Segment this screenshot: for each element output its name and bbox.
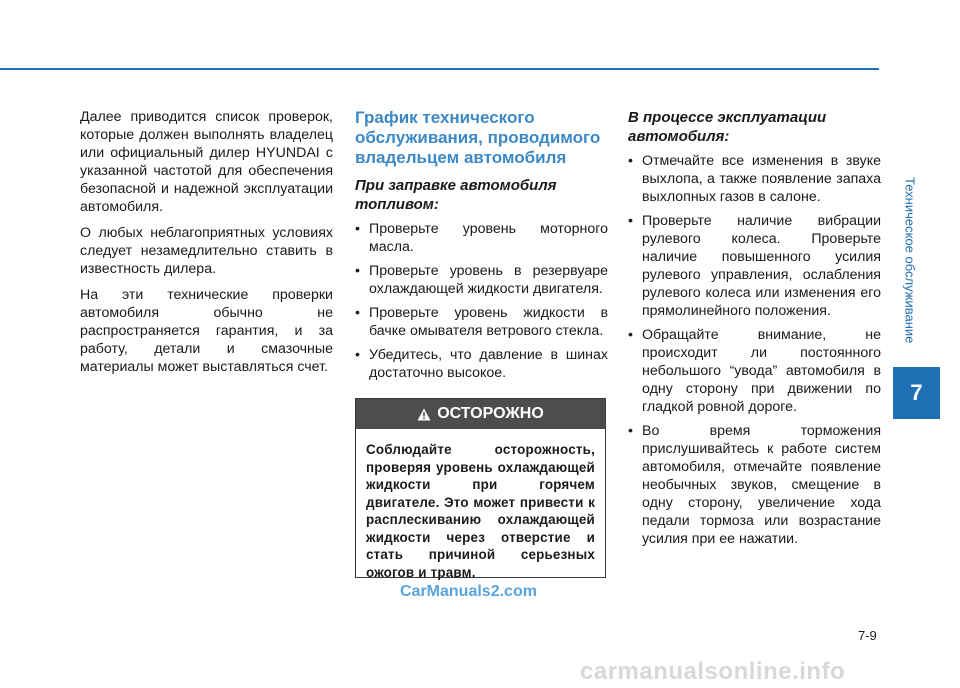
sub-heading-refuel: При заправке автомобиля топливом: — [355, 177, 557, 213]
warning-title: ОСТОРОЖНО — [437, 405, 544, 422]
header-rule — [0, 68, 879, 70]
warning-text: Соблюдайте осторожность, проверяя уровень охлаждающей жидкости при горячем двигателе. Это может привести к расплескиванию охлаждающей жидкости через отверстие и стать причиной серьезных ожогов и травм. — [366, 442, 595, 580]
list-item: • Во время торможения прислушивайтесь к работе систем автомобиля, отмечайте появление необычных звуков, смещение в одну сторону, увеличение хода педали тормоза или возрастание усилия при ее нажатии. — [628, 422, 881, 548]
watermark-link[interactable]: CarManuals2.com — [400, 583, 537, 600]
watermark-footer: carmanualsonline.info — [580, 658, 846, 685]
list-item: • Отмечайте все изменения в звуке выхлопа, а также появление запаха выхлопных газов в салоне. — [628, 152, 881, 206]
list-item: • Проверьте уровень моторного масла. — [355, 220, 608, 256]
warning-header — [356, 399, 605, 429]
column-operation — [628, 108, 881, 554]
sub-heading-operation: В процессе эксплуатации автомобиля: — [628, 109, 827, 145]
operation-checklist — [628, 152, 881, 548]
list-item: • Проверьте уровень в резервуаре охлаждающей жидкости двигателя. — [355, 262, 608, 298]
intro-paragraph: На эти технические проверки автомобиля обычно не распространяется гарантия, и за работу, детали и смазочные материалы может выставляться счет. — [80, 287, 333, 375]
intro-paragraph: О любых неблагоприятных условиях следует незамедлительно ставить в известность дилера. — [80, 225, 333, 277]
refuel-checklist — [355, 220, 608, 382]
list-item: • Обращайте внимание, не происходит ли постоянного небольшого “увода” автомобиля в одну сторону при движении по гладкой ровной дороге. — [628, 326, 881, 416]
section-side-title: Техническое обслуживание — [902, 176, 918, 344]
list-item: • Проверьте наличие вибрации рулевого колеса. Проверьте наличие повышенного усилия рулевого управления, ослабления рулевого колеса или изменения его прямолинейного положения. — [628, 212, 881, 320]
list-item: • Убедитесь, что давление в шинах достаточно высокое. — [355, 346, 608, 382]
page-number: 7-9 — [858, 628, 877, 643]
warning-box — [355, 398, 606, 578]
column-intro — [80, 108, 333, 384]
warning-triangle-icon — [417, 408, 431, 421]
intro-paragraph: Далее приводится список проверок, которые должен выполнять владелец или официальный дилер HYUNDAI с указанной частотой для обеспечения безопасной и надежной эксплуатации автомобиля. — [80, 109, 333, 215]
list-item: • Проверьте уровень жидкости в бачке омывателя ветрового стекла. — [355, 304, 608, 340]
section-heading: График технического обслуживания, проводимого владельцем автомобиля — [355, 108, 601, 167]
chapter-tab: 7 — [893, 367, 940, 419]
column-owner-schedule — [355, 108, 608, 388]
